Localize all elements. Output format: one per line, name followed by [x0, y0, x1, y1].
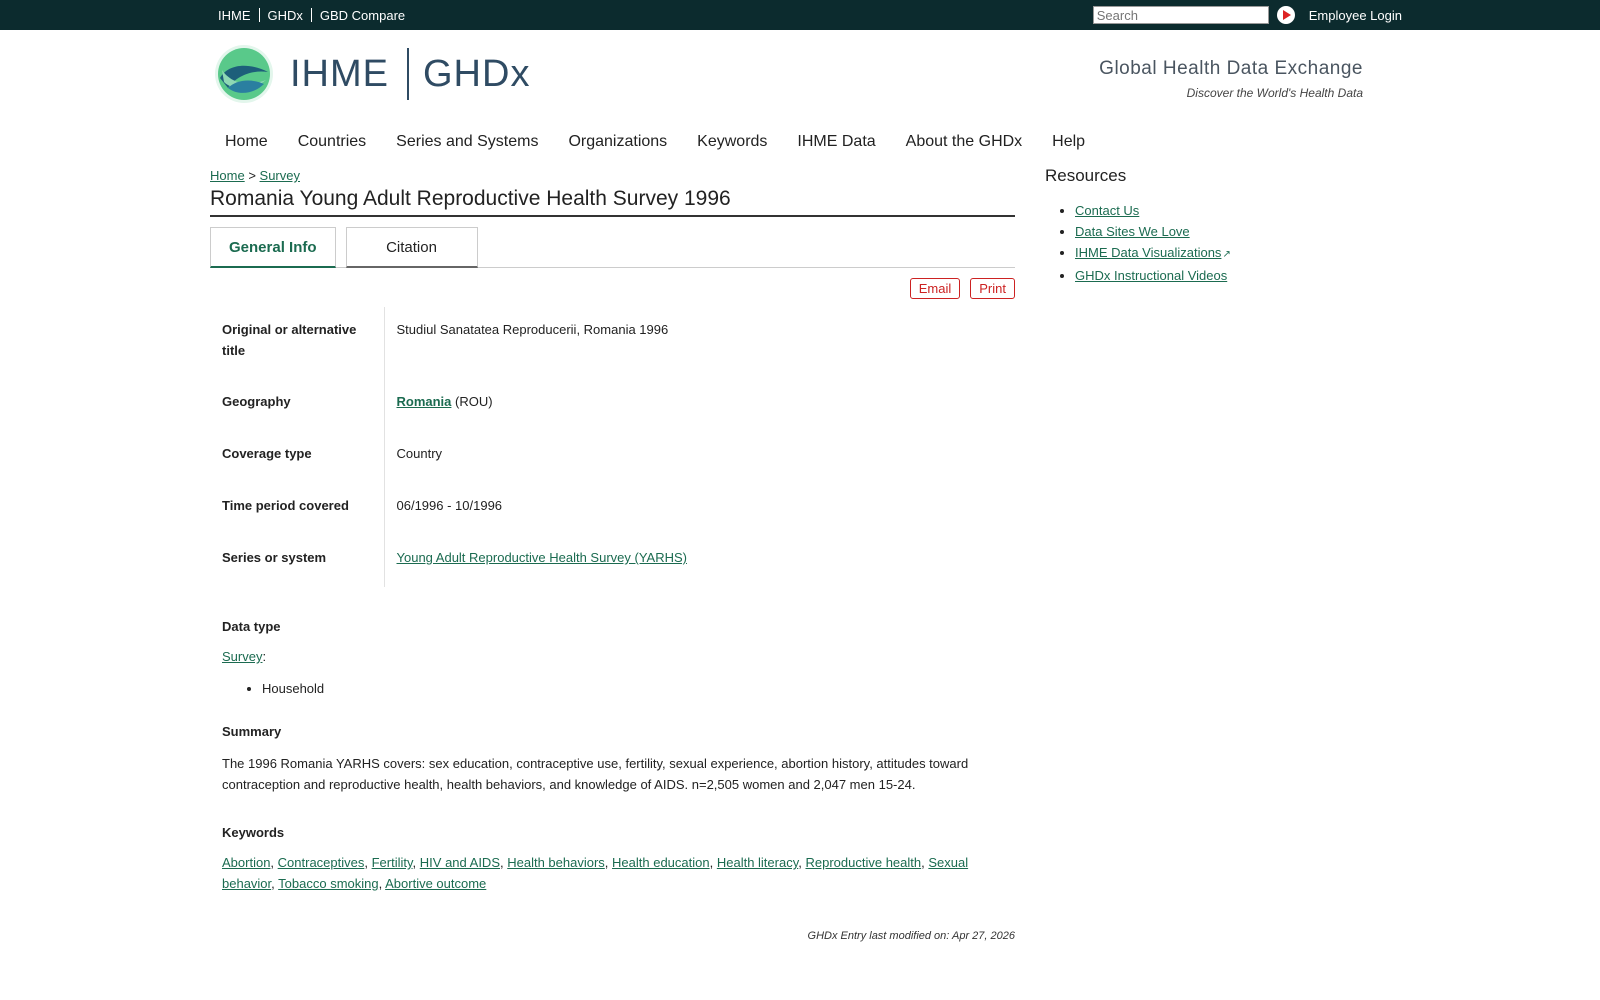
data-type-list	[222, 681, 1003, 696]
logo-ghdx-text: GHDx	[423, 52, 531, 95]
external-link-icon: ↗	[1222, 249, 1231, 260]
info-label: Geography	[222, 394, 291, 409]
keyword-link[interactable]: Reproductive health	[805, 855, 922, 870]
tab-citation[interactable]: Citation	[346, 227, 478, 268]
search-submit-icon[interactable]	[1277, 6, 1295, 24]
resource-item	[1075, 200, 1365, 221]
keyword-link[interactable]: HIV and AIDS	[419, 855, 500, 870]
breadcrumb	[210, 168, 1015, 183]
info-value: 06/1996 - 10/1996	[384, 483, 1015, 535]
info-value: Studiul Sanatatea Reproducerii, Romania 1996	[384, 307, 1015, 379]
logo-divider	[407, 48, 409, 100]
logo-ihme-text: IHME	[290, 52, 389, 95]
site-logo[interactable]	[214, 44, 530, 104]
resources-sidebar	[1045, 164, 1365, 286]
top-links	[210, 8, 413, 23]
top-link-ghdx[interactable]: GHDx	[267, 7, 303, 23]
info-row-alt-title	[210, 307, 1015, 379]
data-type-line	[222, 646, 1003, 667]
top-link-ihme[interactable]: IHME	[218, 7, 251, 23]
series-link[interactable]: Young Adult Reproductive Health Survey (YARHS)	[396, 550, 687, 565]
resource-item	[1075, 265, 1365, 286]
keyword-link[interactable]: Tobacco smoking	[278, 876, 379, 891]
employee-login-link[interactable]: Employee Login	[1308, 7, 1402, 23]
nav-item-home[interactable]: Home	[225, 133, 268, 150]
resource-item	[1075, 221, 1365, 242]
nav-item-series-and-systems[interactable]: Series and Systems	[396, 133, 539, 150]
resources-heading: Resources	[1045, 166, 1127, 185]
info-label: Coverage type	[222, 446, 312, 461]
geography-code: (ROU)	[455, 394, 493, 409]
print-button[interactable]: Print	[970, 278, 1015, 299]
keyword-link[interactable]: Contraceptives	[277, 855, 365, 870]
data-type-survey-link[interactable]: Survey	[222, 649, 263, 664]
keyword-link[interactable]: Sexual behavior	[222, 855, 969, 891]
nav-item-help[interactable]: Help	[1052, 133, 1086, 150]
email-button[interactable]: Email	[910, 278, 961, 299]
info-value	[384, 535, 1015, 587]
info-label: Time period covered	[222, 498, 349, 513]
info-row-series	[210, 535, 1015, 587]
play-arrow-icon	[1283, 10, 1291, 20]
site-tagline	[1099, 58, 1363, 100]
resource-link-videos[interactable]: GHDx Instructional Videos	[1075, 268, 1228, 283]
nav-item-countries[interactable]: Countries	[297, 133, 367, 150]
tagline-title: Global Health Data Exchange	[1099, 58, 1363, 79]
summary-text: The 1996 Romania YARHS covers: sex education, contraceptive use, fertility, sexual experience, abortion history, attitudes toward contraception and reproductive health, health behaviors, and knowledge of AIDS. n=2,505 women and 2,047 men 15-24.	[222, 756, 969, 792]
data-type-item: • Household	[262, 681, 1003, 696]
info-value: Country	[384, 431, 1015, 483]
info-row-coverage	[210, 431, 1015, 483]
summary-heading: Summary	[222, 724, 282, 739]
keywords-section	[210, 825, 1015, 894]
keywords-heading: Keywords	[222, 825, 285, 840]
resource-item	[1075, 242, 1365, 265]
content-column	[210, 164, 1015, 942]
nav-item-about[interactable]: About the GHDx	[905, 133, 1023, 150]
last-modified-note: GHDx Entry last modified on: Apr 27, 2026	[807, 930, 1015, 942]
keyword-link[interactable]: Health education	[612, 855, 710, 870]
resource-link-contact[interactable]: Contact Us	[1075, 203, 1140, 218]
summary-section	[210, 724, 1015, 795]
info-row-geography	[210, 379, 1015, 431]
nav-item-keywords[interactable]: Keywords	[697, 133, 768, 150]
keyword-link[interactable]: Abortive outcome	[385, 876, 487, 891]
resource-link-visualizations[interactable]: IHME Data Visualizations	[1075, 245, 1222, 260]
resources-list	[1045, 200, 1365, 286]
breadcrumb-home[interactable]: Home	[210, 168, 245, 183]
main-nav	[0, 120, 1600, 164]
top-utility-bar	[0, 0, 1600, 30]
breadcrumb-separator: >	[248, 168, 256, 183]
keywords-list: Abortion, Contraceptives, Fertility, HIV and AIDS, Health behaviors, Health education, Health literacy, Reproductive health, Sexual behavior, Tobacco smoking, Abortive outcome	[222, 855, 969, 891]
data-type-colon: :	[262, 649, 267, 664]
search-input[interactable]	[1093, 6, 1269, 24]
record-actions	[210, 278, 1015, 299]
info-label: Original or alternative title	[222, 322, 357, 358]
data-type-heading: Data type	[222, 619, 281, 634]
geography-link-romania[interactable]: Romania	[396, 394, 452, 409]
keyword-link[interactable]: Health behaviors	[507, 855, 605, 870]
info-value	[384, 379, 1015, 431]
info-row-time-period	[210, 483, 1015, 535]
nav-item-ihme-data[interactable]: IHME Data	[797, 133, 876, 150]
tagline-subtitle: Discover the World's Health Data	[1186, 86, 1363, 100]
keyword-link[interactable]: Health literacy	[716, 855, 799, 870]
ihme-logo-icon	[214, 44, 274, 104]
keyword-link[interactable]: Abortion	[222, 855, 271, 870]
info-label: Series or system	[222, 550, 327, 565]
keyword-link[interactable]: Fertility	[371, 855, 413, 870]
resource-link-data-sites[interactable]: Data Sites We Love	[1075, 224, 1190, 239]
record-info-table	[210, 307, 1015, 587]
record-tabs	[210, 227, 1015, 268]
tab-general-info[interactable]: General Info	[210, 227, 336, 268]
data-type-section	[210, 619, 1015, 696]
top-link-gbd-compare[interactable]: GBD Compare	[319, 7, 406, 23]
nav-item-organizations[interactable]: Organizations	[568, 133, 668, 150]
top-right-tools	[1093, 6, 1402, 24]
breadcrumb-survey[interactable]: Survey	[259, 168, 300, 183]
page-title: Romania Young Adult Reproductive Health Survey 1996	[210, 187, 1015, 217]
site-header	[0, 30, 1600, 120]
